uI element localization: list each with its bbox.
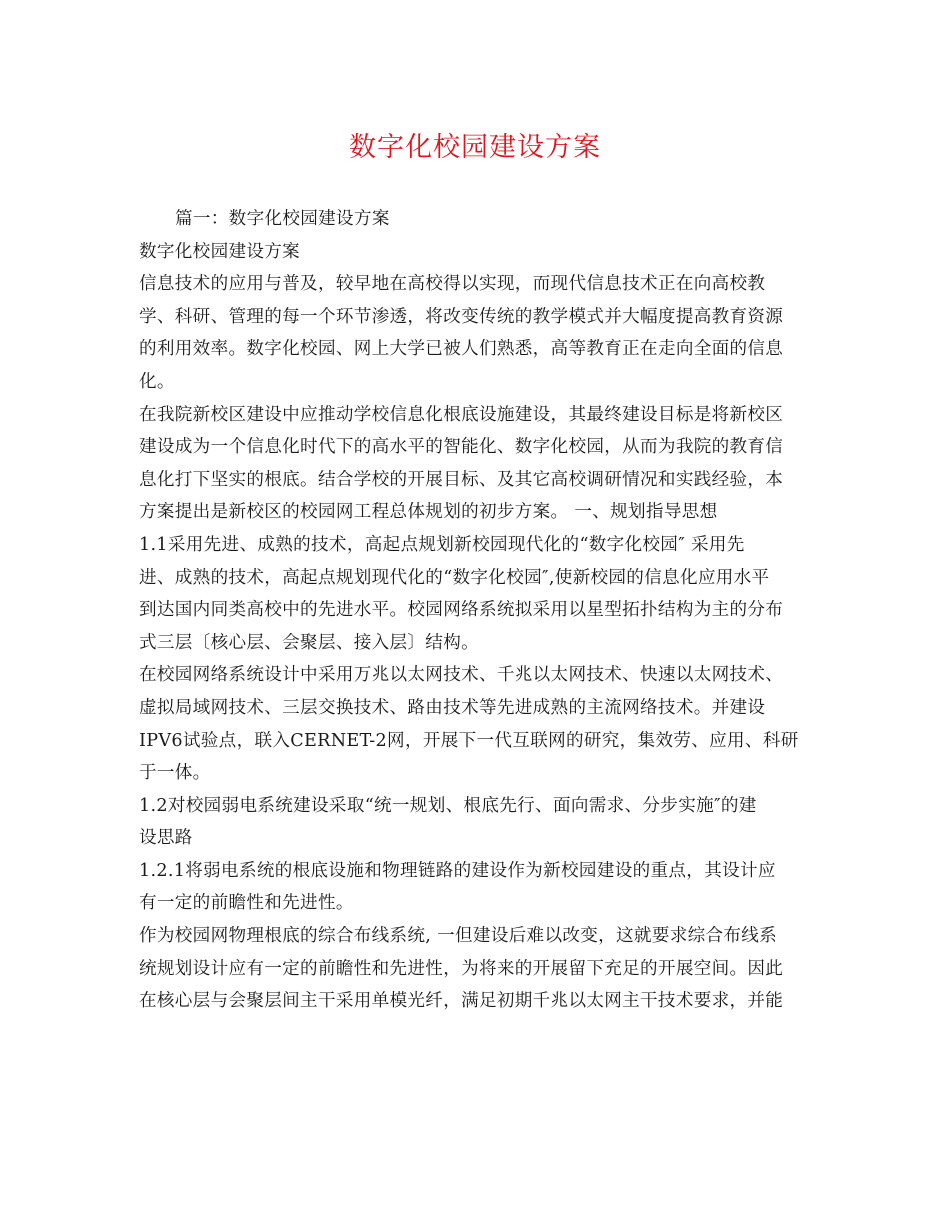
paragraph-line: 信息技术的应用与普及，较早地在高校得以实现，而现代信息技术正在向高校教 <box>139 274 766 295</box>
paragraph-line: 息化打下坚实的根底。结合学校的开展目标、及其它高校调研情况和实践经验，本 <box>139 469 784 490</box>
paragraph-line: 在核心层与会聚层间主干采用单模光纤，满足初期千兆以太网主干技术要求，并能 <box>139 991 784 1012</box>
subtitle-line: 数字化校园建设方案 <box>139 241 301 262</box>
paragraph-line: 有一定的前瞻性和先进性。 <box>139 893 354 914</box>
section-heading: 篇一：数字化校园建设方案 <box>175 209 390 229</box>
paragraph-line: 学、科研、管理的每一个环节渗透，将改变传统的教学模式并大幅度提高教育资源 <box>139 306 784 327</box>
paragraph-line: 在我院新校区建设中应推动学校信息化根底设施建设，其最终建设目标是将新校区 <box>139 404 784 425</box>
paragraph-line: 方案提出是新校区的校园网工程总体规划的初步方案。 一、规划指导思想 <box>139 502 718 523</box>
paragraph-line: 式三层〔核心层、会聚层、接入层〕结构。 <box>139 632 479 653</box>
document-body <box>139 203 819 1018</box>
paragraph-line: 设思路 <box>139 828 193 849</box>
document-title: 数字化校园建设方案 <box>349 132 601 163</box>
paragraph-line: 建设成为一个信息化时代下的高水平的智能化、数字化校园，从而为我院的教育信 <box>139 437 784 458</box>
paragraph-line: 的利用效率。数字化校园、网上大学已被人们熟悉，高等教育正在走向全面的信息 <box>139 339 784 360</box>
paragraph-line: 到达国内同类高校中的先进水平。校园网络系统拟采用以星型拓扑结构为主的分布 <box>139 600 784 621</box>
paragraph-line: 1.2.1将弱电系统的根底设施和物理链路的建设作为新校园建设的重点，其设计应 <box>139 860 776 881</box>
paragraph-line: 1.1采用先进、成熟的技术，高起点规划新校园现代化的“数字化校园″ 采用先 <box>139 534 745 555</box>
paragraph-line: 在校园网络系统设计中采用万兆以太网技术、千兆以太网技术、快速以太网技术、 <box>139 665 784 686</box>
paragraph-line: 化。 <box>139 371 175 392</box>
paragraph-line: 虚拟局域网技术、三层交换技术、路由技术等先进成熟的主流网络技术。并建设 <box>139 697 766 718</box>
paragraph-line: 进、成熟的技术，高起点规划现代化的“数字化校园″,使新校园的信息化应用水平 <box>139 567 770 588</box>
paragraph-line: 统规划设计应有一定的前瞻性和先进性，为将来的开展留下充足的开展空间。因此 <box>139 958 784 979</box>
paragraph-line: 作为校园网物理根底的综合布线系统, 一但建设后难以改变，这就要求综合布线系 <box>139 926 778 947</box>
paragraph-line: 1.2对校园弱电系统建设采取“统一规划、根底先行、面向需求、分步实施″的建 <box>139 795 757 816</box>
paragraph-line: 于一体。 <box>139 763 211 784</box>
paragraph-line: IPV6试验点，联入CERNET-2网，开展下一代互联网的研究，集效劳、应用、科研 <box>139 730 799 751</box>
